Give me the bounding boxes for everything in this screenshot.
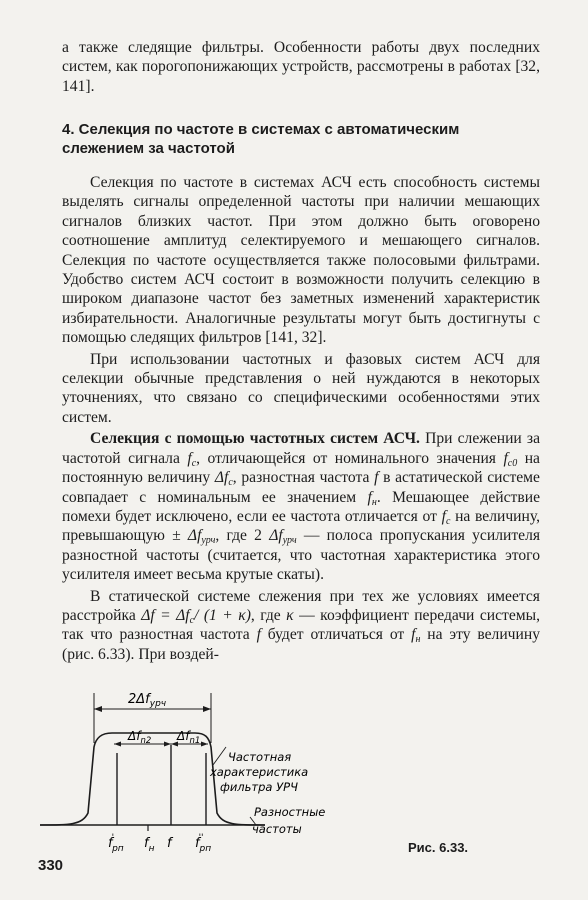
symbol-delta-fc: $\Delta f_c$: [214, 469, 233, 489]
symbol-dfurch: $\Delta f_{урч}$: [269, 527, 297, 547]
tick-fn: $f_н$: [144, 836, 155, 854]
intro-text: а также следящие фильтры. Особенности работы двух последних систем, как порогопонижающих устройств, рассмотрены в работах [32, 141].: [62, 39, 540, 95]
symbol-fc: $f_c$: [187, 449, 197, 469]
figure-caption: Рис. 6.33.: [408, 840, 469, 855]
dim-dfn2-arrow-left: [114, 742, 121, 747]
tick-f: f: [167, 836, 172, 851]
section-heading: 4. Селекция по частоте в системах с автоматическим слежением за частотой: [62, 121, 460, 157]
curve-label-1: Частотная: [228, 750, 292, 764]
symbol-fc-2: $f_c$: [441, 507, 451, 527]
paragraph-4: В статической системе слежения при тех же условиях имеется расстройка $\Delta f = \Delta f_c/$ (1 + κ), где κ — коэффициент передачи системы, так что разностная частота f будет отличаться от $f_н$ на эту величину (рис. 6.33). При воздей-: [62, 587, 541, 663]
paragraph-3-lead: Селекция с помощью частотных систем АСЧ.: [90, 430, 420, 448]
symbol-f-2: f: [256, 626, 261, 644]
label-2dfurch: $2\Delta f_{урч}$: [128, 692, 167, 709]
dim-arrow-right: [203, 706, 211, 712]
dim-arrow-left: [94, 706, 102, 712]
label-dfn2: $\Delta f_{n2}$: [128, 729, 152, 746]
curve-label-3: фильтра УРЧ: [220, 780, 298, 794]
intro-paragraph: [62, 38, 540, 96]
symbol-detuning: $\Delta f = \Delta f_c/$ (1 + κ): [141, 606, 251, 626]
dim-dfn1-arrow-right: [201, 742, 208, 747]
figure-6-33: [30, 685, 350, 875]
symbol-kappa: κ: [286, 606, 294, 624]
response-curve: [40, 733, 265, 825]
paragraph-3: Селекция с помощью частотных систем АСЧ. При слежении за частотой сигнала $f_c$, отличающейся от номинального значения $f_{c0}$ на постоянную величину $\Delta f_c$, разностная частота f в астатической системе совпадает с номинальным ее значением $f_н$. Мешающее действие помехи будет исключено, если ее частота отличается от $f_c$ на величину, превышающую ± $\Delta f_{урч}$, где 2 $\Delta f_{урч}$ — полоса пропускания усилителя разностной частоты (считается, что частотная характеристика этого усилителя имеет весьма крутые скаты).: [62, 430, 541, 584]
body-text: [62, 173, 540, 664]
page-number: 330: [38, 857, 64, 874]
symbol-fc0: $f_{c0}$: [503, 449, 518, 469]
symbol-fn: $f_н$: [367, 488, 377, 508]
paragraph-2: При использовании частотных и фазовых систем АСЧ для селекции обычные представления о ней нуждаются в некоторых уточнениях, что связано со специфическими особенностями этих систем.: [62, 350, 540, 426]
symbol-fn-2: $f_н$: [411, 626, 421, 646]
label-dfn1: $\Delta f_{n1}$: [177, 729, 201, 746]
filter-response-diagram: [30, 685, 350, 875]
tick-fpn2: f'' рп: [195, 833, 212, 854]
curve-label-2: характеристика: [210, 765, 309, 779]
symbol-pm-dfurch: ± $\Delta f_{урч}$: [172, 527, 216, 547]
paragraph-1: Селекция по частоте в системах АСЧ есть способность системы выделять сигналы определенной частоты при наличии мешающих сигналов близких частот. При этом должно быть оговорено соотношение амплитуд селектируемого и мешающего сигналов. Селекция по частоте осуществляется также полосовыми фильтрами. Удобство систем АСЧ состоит в возможности получить селекцию в широком диапазоне частот без заметных изменений характеристик избирательности. Аналогичные результаты могут быть достигнуты с помощью следящих фильтров [141, 32].: [62, 174, 540, 347]
axis-label-2: частоты: [252, 822, 302, 836]
symbol-f: f: [374, 469, 379, 487]
dim-dfn2-arrow-right: [164, 742, 171, 747]
tick-fpn1: f' рп: [108, 833, 124, 854]
curve-leader-line: [213, 747, 226, 765]
axis-label-1: Разностные: [254, 805, 326, 819]
